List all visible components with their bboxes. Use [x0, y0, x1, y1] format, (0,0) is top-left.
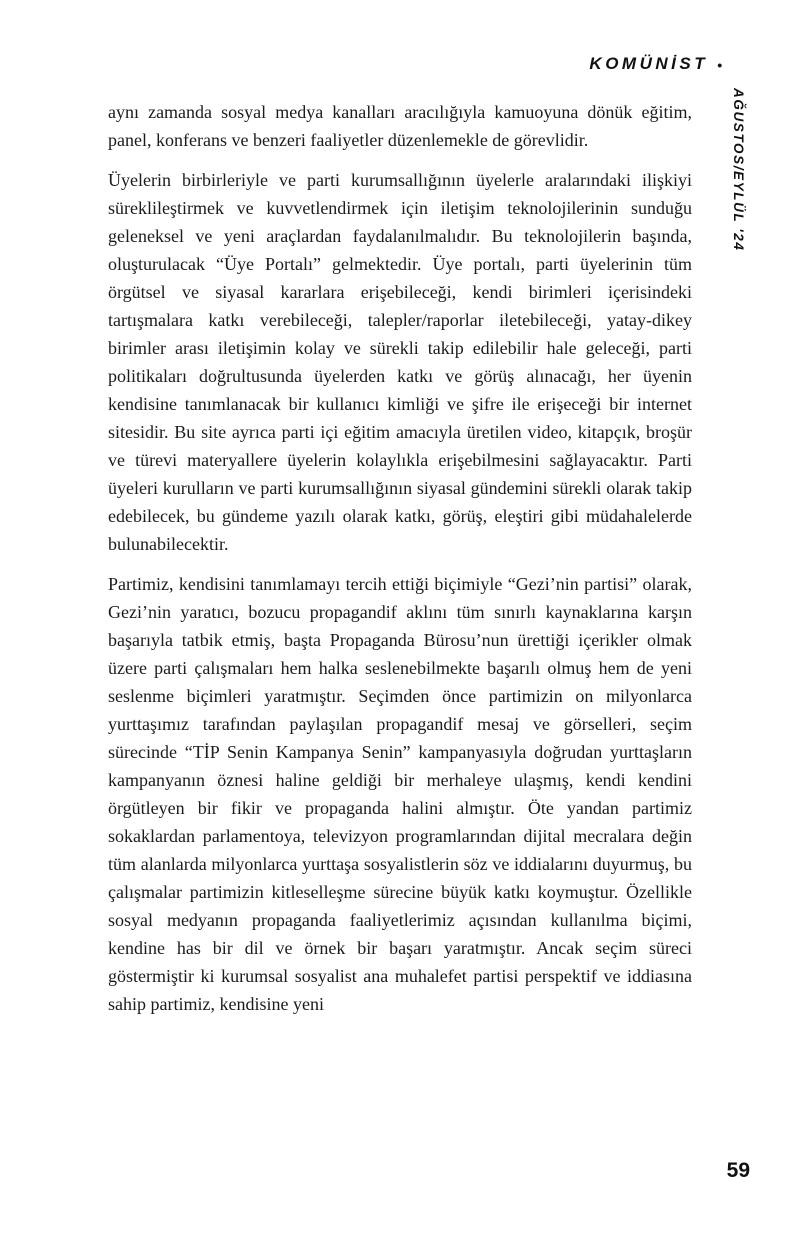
- body-paragraph: aynı zamanda sosyal medya kanalları aracılığıyla kamuoyuna dönük eğitim, panel, konferans ve benzeri faaliyetler düzenlemekle de görevlidir.: [108, 102, 692, 150]
- issue-date-vertical: AĞUSTOS/EYLÜL '24: [731, 88, 746, 252]
- body-paragraph: Üyelerin birbirleriyle ve parti kurumsallığının üyelerle aralarındaki ilişkiyi süreklileştirmek ve kuvvetlendirmek için iletişim teknolojilerinin sunduğu geleneksel ve yeni araçlardan faydalanılmalıdır. Bu teknolojilerin başında, oluşturulacak “Üye Portalı” gelmektedir. Üye portalı, parti üyelerinin tüm örgütsel ve siyasal kararlara erişebileceği, kendi birimleri içerisindeki tartışmalara katkı verebileceği, talepler/raporlar iletebileceği, yatay-dikey birimler arası iletişimin kolay ve sürekli takip edilebilir hale geleceği, parti politikaları doğrultusunda üyelerden katkı ve görüş alınacağı, her üyenin kendisine tanımlanacak bir kullanıcı kimliği ve şifre ile erişeceği bir internet sitesidir. Bu site ayrıca parti içi eğitim amacıyla üretilen video, kitapçık, broşür ve türevi materyallere üyelerin kolaylıkla erişebilmesini sağlayacaktır. Parti üyeleri kurulların ve parti kurumsallığının siyasal gündemini sürekli olarak takip edebilecek, bu gündeme yazılı olarak katkı, görüş, eleştiri gibi müdahalelerde bulunabilecektir.: [108, 170, 692, 554]
- magazine-masthead: [589, 54, 722, 74]
- masthead-bullet-icon: •: [717, 57, 722, 73]
- article-body: [108, 98, 692, 1030]
- magazine-title: KOMÜNİST: [589, 54, 709, 73]
- body-paragraph: Partimiz, kendisini tanımlamayı tercih ettiği biçimiyle “Gezi’nin partisi” olarak, Gezi’nin yaratıcı, bozucu propagandif aklını tüm sınırlı kaynaklarına karşın başarıyla tatbik etmiş, başta Propaganda Bürosu’nun ürettiği içerikler olmak üzere parti çalışmaları hem halka seslenebilmekte başarılı olmuş hem de yeni seslenme biçimleri yaratmıştır. Seçimden önce partimizin on milyonlarca yurttaşımız tarafından paylaşılan propagandif mesaj ve görselleri, seçim sürecinde “TİP Senin Kampanya Senin” kampanyasıyla doğrudan yurttaşların kampanyanın öznesi haline geldiği bir merhaleye ulaşmış, kendi kendini örgütleyen bir fikir ve propaganda halini almıştır. Öte yandan partimiz sokaklardan parlamentoya, televizyon programlarından dijital mecralara değin tüm alanlarda milyonlarca yurttaşa sosyalistlerin söz ve iddialarını duyurmuş, bu çalışmalar partimizin kitleselleşme sürecine büyük katkı koymuştur. Özellikle sosyal medyanın propaganda faaliyetlerimiz açısından kullanılma biçimi, kendine has bir dil ve örnek bir başarı yaratmıştır. Ancak seçim süreci göstermiştir ki kurumsal sosyalist ana muhalefet partisi perspektif ve iddiasına sahip partimiz, kendisine yeni: [108, 574, 692, 1014]
- page-number: 59: [726, 1159, 750, 1182]
